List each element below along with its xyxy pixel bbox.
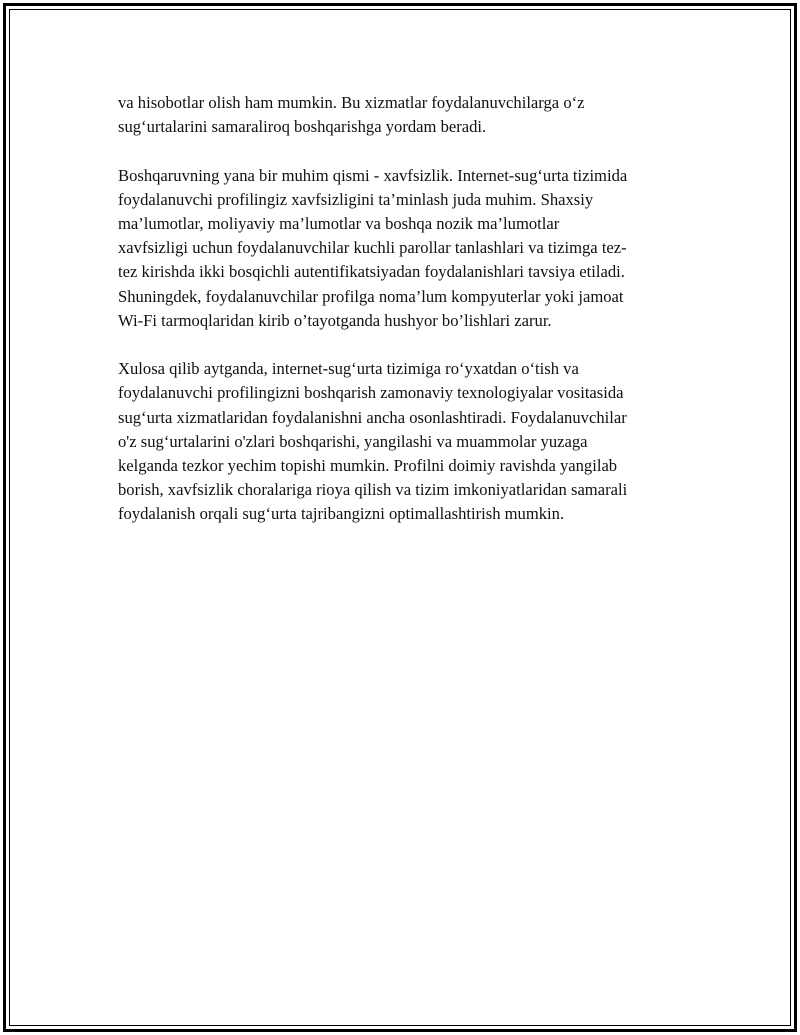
text-line: kelganda tezkor yechim topishi mumkin. Profilni doimiy ravishda yangilab <box>118 456 618 476</box>
text-line: sug‘urta xizmatlaridan foydalanishni ancha osonlashtiradi. Foydalanuvchilar <box>118 407 627 427</box>
text-line: Wi-Fi tarmoqlaridan kirib o’tayotganda hushyor bo’lishlari zarur. <box>118 310 552 330</box>
text-line: Xulosa qilib aytganda, internet-sug‘urta tizimiga ro‘yxatdan o‘tish va <box>118 359 579 379</box>
text-line: sug‘urtalarini samaraliroq boshqarishga yordam beradi. <box>118 117 487 137</box>
paragraph-conclusion <box>118 357 690 526</box>
text-line: foydalanuvchi profilingizni boshqarish zamonaviy texnologiyalar vositasida <box>118 383 624 403</box>
text-line: o'z sug‘urtalarini o'zlari boshqarishi, yangilashi va muammolar yuzaga <box>118 431 588 451</box>
text-line: Shuningdek, foydalanuvchilar profilga noma’lum kompyuterlar yoki jamoat <box>118 286 624 306</box>
text-line: borish, xavfsizlik choralariga rioya qilish va tizim imkoniyatlaridan samarali <box>118 480 628 500</box>
paragraph-security <box>118 164 690 333</box>
document-body <box>118 91 690 551</box>
paragraph-reports <box>118 91 690 139</box>
text-line: foydalanish orqali sug‘urta tajribangizni optimallashtirish mumkin. <box>118 504 565 524</box>
text-line: Boshqaruvning yana bir muhim qismi - xavfsizlik. Internet-sug‘urta tizimida <box>118 165 628 185</box>
text-line: xavfsizligi uchun foydalanuvchilar kuchli parollar tanlashlari va tizimga tez- <box>118 238 627 258</box>
text-line: va hisobotlar olish ham mumkin. Bu xizmatlar foydalanuvchilarga o‘z <box>118 93 585 112</box>
text-line: ma’lumotlar, moliyaviy ma’lumotlar va boshqa nozik ma’lumotlar <box>118 214 560 233</box>
text-line: tez kirishda ikki bosqichli autentifikatsiyadan foydalanishlari tavsiya etiladi. <box>118 262 625 282</box>
text-line: foydalanuvchi profilingiz xavfsizligini ta’minlash juda muhim. Shaxsiy <box>118 189 594 209</box>
